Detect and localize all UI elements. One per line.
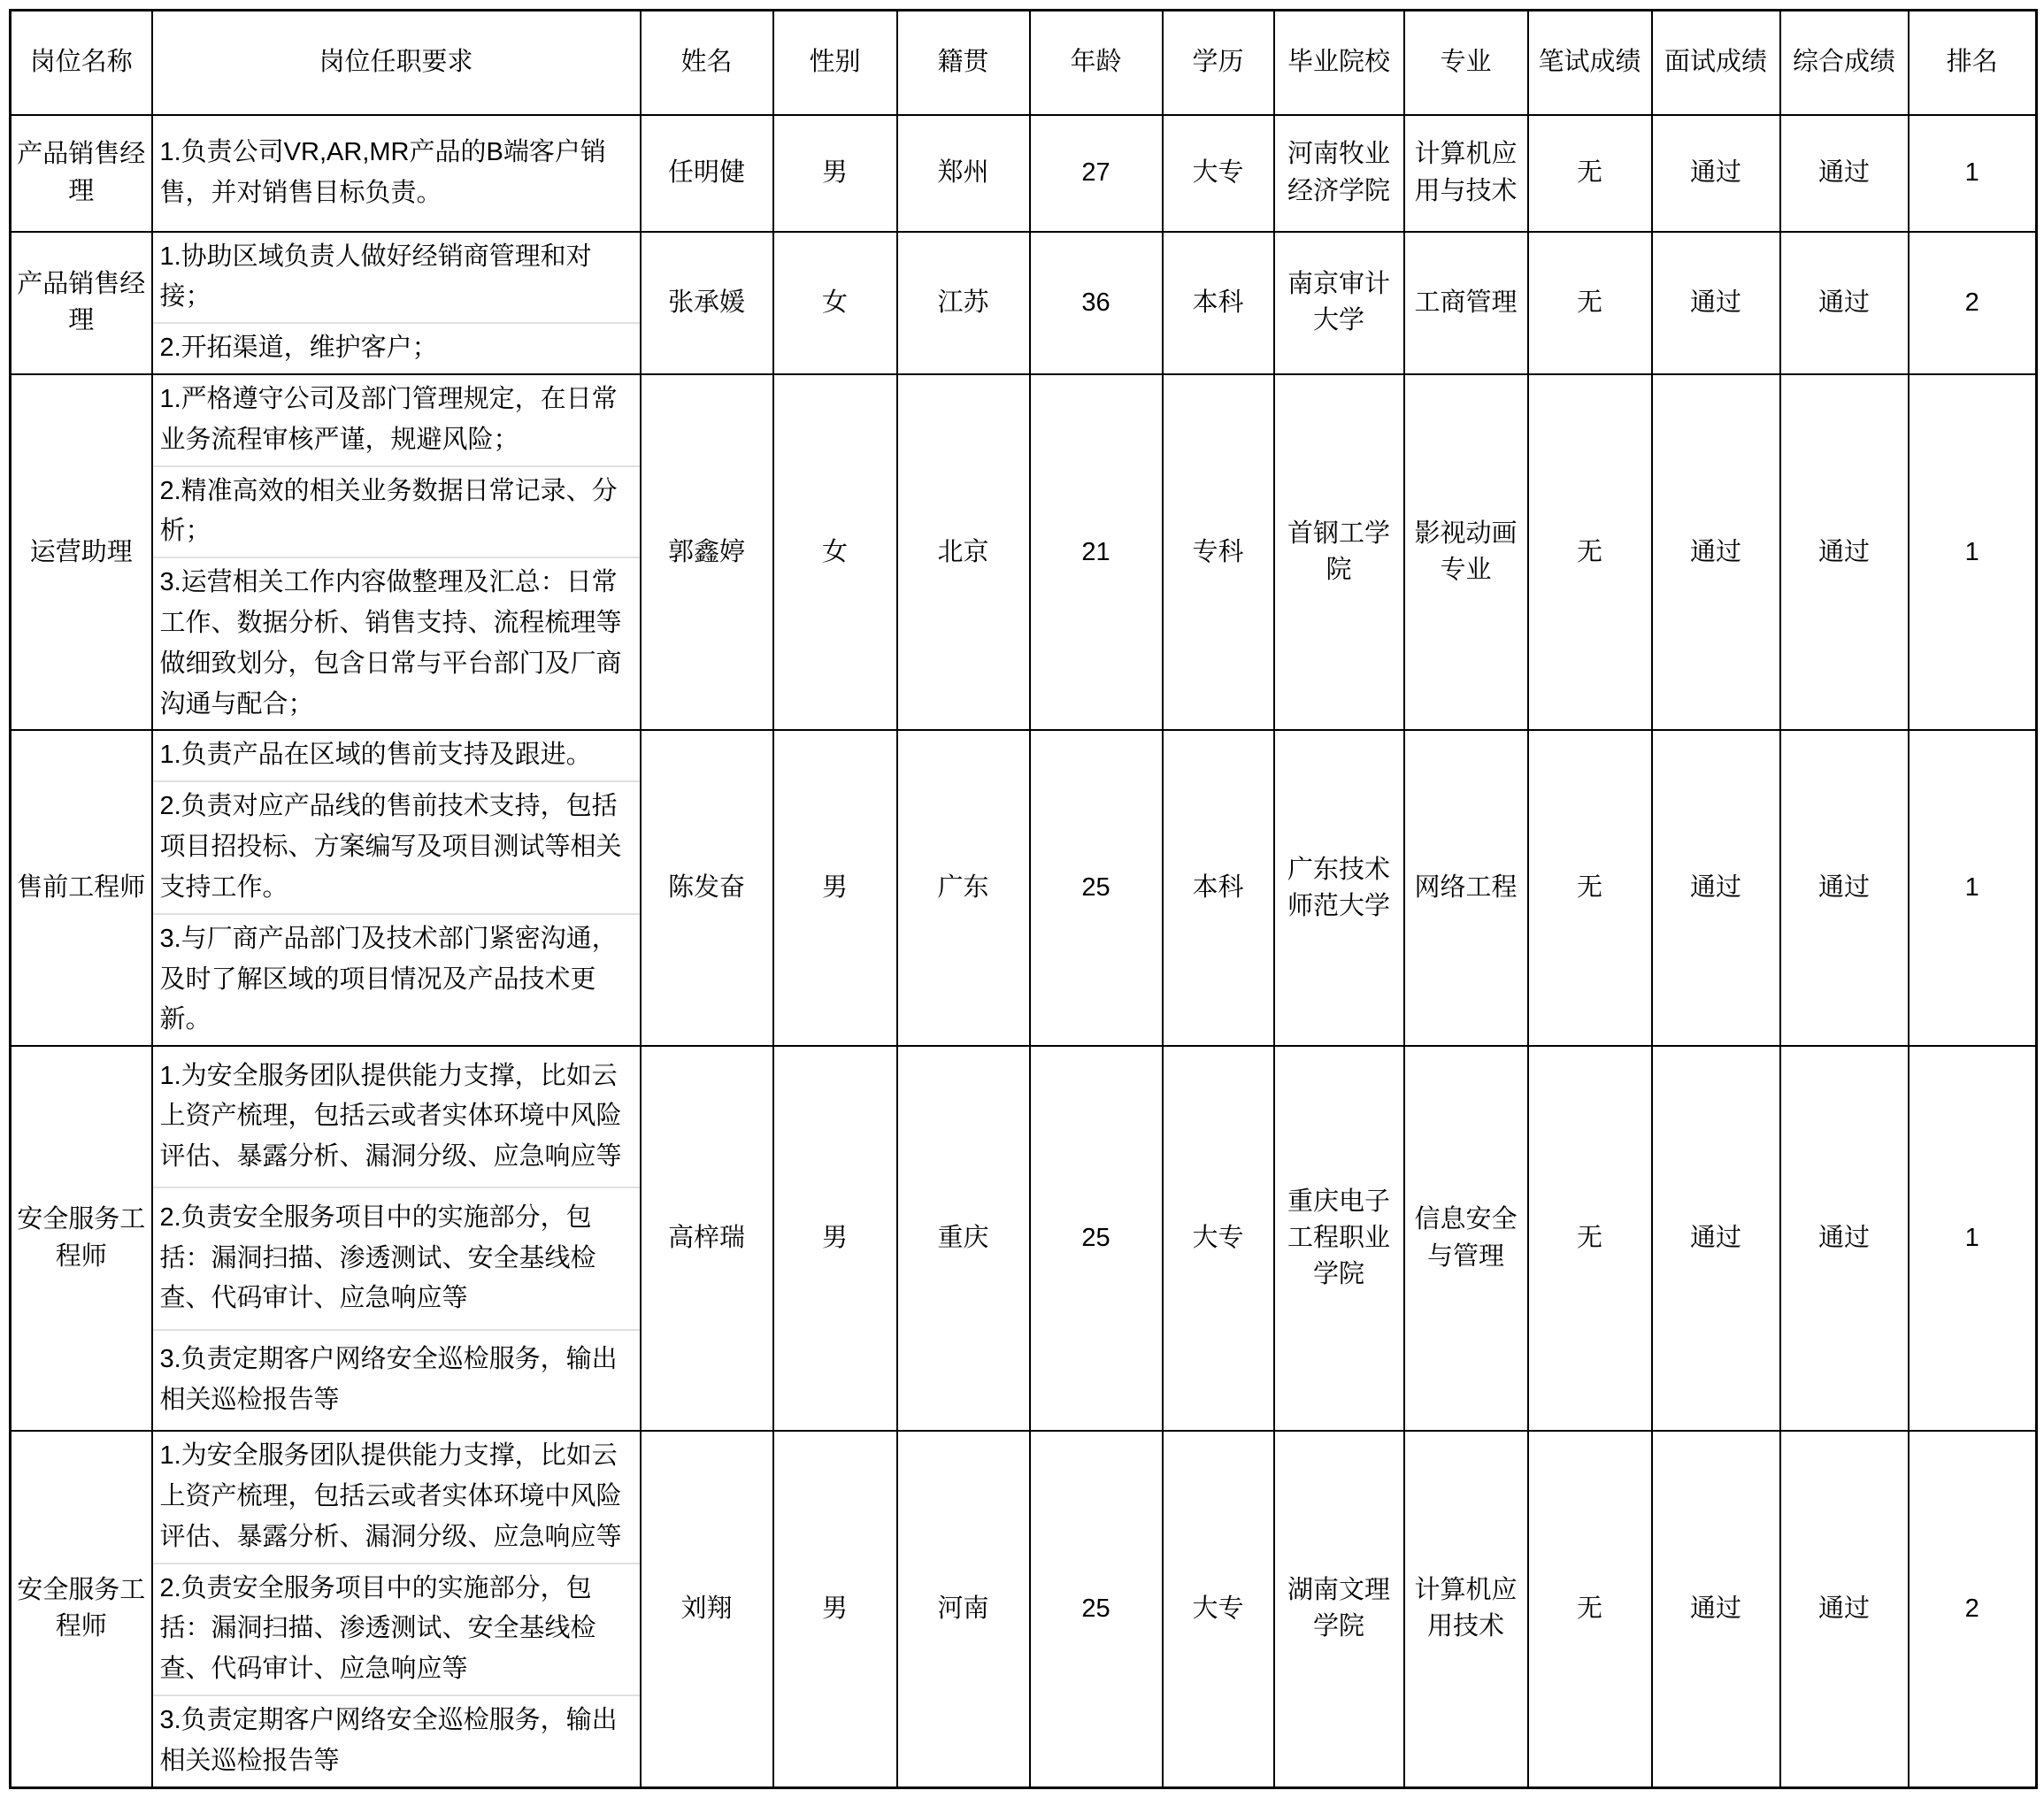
column-header: 综合成绩 — [1780, 11, 1909, 115]
requirement-text: 1.严格遵守公司及部门管理规定，在日常业务流程审核严谨，规避风险； — [159, 384, 618, 454]
cell-age: 25 — [1030, 1046, 1163, 1431]
table-row — [11, 232, 2037, 374]
cell-gender: 女 — [773, 374, 897, 731]
cell-education: 本科 — [1163, 232, 1274, 374]
cell-major: 信息安全与管理 — [1404, 1046, 1528, 1431]
cell-rank: 1 — [1909, 374, 2037, 731]
cell-requirements — [152, 374, 641, 731]
table-row — [11, 374, 2037, 731]
cell-rank: 2 — [1909, 1431, 2037, 1787]
cell-age: 25 — [1030, 1431, 1163, 1787]
cell-name: 郭鑫婷 — [641, 374, 773, 731]
cell-name: 高梓瑞 — [641, 1046, 773, 1431]
cell-position: 运营助理 — [11, 374, 152, 731]
cell-name: 陈发奋 — [641, 730, 773, 1046]
requirement-text: 1.协助区域负责人做好经销商管理和对接； — [159, 242, 592, 311]
cell-interview-score: 通过 — [1652, 232, 1780, 374]
table-row — [11, 1046, 2037, 1431]
cell-interview-score: 通过 — [1652, 1431, 1780, 1787]
column-header: 面试成绩 — [1652, 11, 1780, 115]
cell-written-score: 无 — [1528, 115, 1652, 232]
requirement-text: 2.精准高效的相关业务数据日常记录、分析； — [159, 476, 618, 546]
requirement-text: 3.负责定期客户网络安全巡检服务，输出相关巡检报告等 — [159, 1706, 618, 1775]
cell-requirements — [152, 1046, 641, 1431]
column-header: 笔试成绩 — [1528, 11, 1652, 115]
cell-interview-score: 通过 — [1652, 115, 1780, 232]
cell-written-score: 无 — [1528, 232, 1652, 374]
requirement-text: 2.负责安全服务项目中的实施部分，包括：漏洞扫描、渗透测试、安全基线检查、代码审计、应急响应等 — [159, 1203, 596, 1313]
cell-gender: 男 — [773, 1046, 897, 1431]
cell-gender: 女 — [773, 232, 897, 374]
requirement-text: 2.负责安全服务项目中的实施部分，包括：漏洞扫描、渗透测试、安全基线检查、代码审计、应急响应等 — [159, 1573, 596, 1684]
cell-rank: 1 — [1909, 115, 2037, 232]
requirement-item — [153, 731, 640, 780]
requirements-list — [153, 375, 640, 730]
column-header: 性别 — [773, 11, 897, 115]
cell-school: 湖南文理学院 — [1274, 1431, 1404, 1787]
cell-major: 影视动画专业 — [1404, 374, 1528, 731]
cell-position: 产品销售经理 — [11, 232, 152, 374]
requirement-text: 2.开拓渠道，维护客户； — [159, 334, 438, 363]
requirements-list — [153, 233, 640, 373]
column-header: 姓名 — [641, 11, 773, 115]
cell-origin: 重庆 — [897, 1046, 1030, 1431]
requirements-list — [153, 731, 640, 1045]
cell-name: 刘翔 — [641, 1431, 773, 1787]
cell-interview-score: 通过 — [1652, 374, 1780, 731]
cell-gender: 男 — [773, 1431, 897, 1787]
cell-written-score: 无 — [1528, 730, 1652, 1046]
cell-overall-score: 通过 — [1780, 730, 1909, 1046]
cell-major: 网络工程 — [1404, 730, 1528, 1046]
cell-school: 首钢工学院 — [1274, 374, 1404, 731]
cell-position: 安全服务工程师 — [11, 1431, 152, 1787]
column-header: 年龄 — [1030, 11, 1163, 115]
cell-school: 河南牧业经济学院 — [1274, 115, 1404, 232]
header-row — [11, 11, 2037, 115]
requirement-item — [153, 1329, 640, 1430]
table-row — [11, 730, 2037, 1046]
cell-education: 大专 — [1163, 115, 1274, 232]
requirement-text: 1.负责公司VR,AR,MR产品的B端客户销售，并对销售目标负责。 — [159, 137, 606, 207]
column-header: 岗位任职要求 — [152, 11, 641, 115]
table-body — [11, 115, 2037, 1788]
requirement-item — [153, 465, 640, 557]
requirement-text: 3.运营相关工作内容做整理及汇总：日常工作、数据分析、销售支持、流程梳理等做细致划分，包含日常与平台部门及厂商沟通与配合； — [159, 568, 622, 718]
column-header: 岗位名称 — [11, 11, 152, 115]
cell-rank: 1 — [1909, 1046, 2037, 1431]
requirement-text: 3.与厂商产品部门及技术部门紧密沟通，及时了解区域的项目情况及产品技术更新。 — [159, 924, 618, 1034]
cell-position: 售前工程师 — [11, 730, 152, 1046]
cell-major: 工商管理 — [1404, 232, 1528, 374]
requirement-item — [153, 1563, 640, 1694]
requirement-text: 2.负责对应产品线的售前技术支持，包括项目招投标、方案编写及项目测试等相关支持工作。 — [159, 792, 622, 902]
cell-gender: 男 — [773, 115, 897, 232]
cell-education: 专科 — [1163, 374, 1274, 731]
cell-age: 36 — [1030, 232, 1163, 374]
cell-major: 计算机应用技术 — [1404, 1431, 1528, 1787]
table-row — [11, 115, 2037, 232]
requirement-item — [153, 375, 640, 465]
cell-position: 安全服务工程师 — [11, 1046, 152, 1431]
cell-overall-score: 通过 — [1780, 1046, 1909, 1431]
cell-position: 产品销售经理 — [11, 115, 152, 232]
cell-written-score: 无 — [1528, 1431, 1652, 1787]
requirement-item — [153, 913, 640, 1045]
column-header: 专业 — [1404, 11, 1528, 115]
requirement-text: 1.为安全服务团队提供能力支撑，比如云上资产梳理，包括云或者实体环境中风险评估、暴露分析、漏洞分级、应急响应等 — [159, 1061, 622, 1172]
cell-written-score: 无 — [1528, 374, 1652, 731]
cell-requirements — [152, 1431, 641, 1787]
cell-education: 大专 — [1163, 1431, 1274, 1787]
requirements-list — [153, 1047, 640, 1430]
requirements-list — [153, 116, 640, 231]
cell-age: 21 — [1030, 374, 1163, 731]
cell-requirements — [152, 730, 641, 1046]
cell-major: 计算机应用与技术 — [1404, 115, 1528, 232]
requirement-item — [153, 116, 640, 231]
cell-overall-score: 通过 — [1780, 232, 1909, 374]
cell-education: 大专 — [1163, 1046, 1274, 1431]
cell-age: 27 — [1030, 115, 1163, 232]
requirement-item — [153, 1187, 640, 1328]
requirement-item — [153, 322, 640, 373]
cell-requirements — [152, 232, 641, 374]
cell-school: 南京审计大学 — [1274, 232, 1404, 374]
recruitment-results-table — [9, 9, 2038, 1789]
cell-overall-score: 通过 — [1780, 115, 1909, 232]
requirement-text: 1.负责产品在区域的售前支持及跟进。 — [159, 741, 592, 770]
cell-interview-score: 通过 — [1652, 1046, 1780, 1431]
requirement-item — [153, 780, 640, 912]
column-header: 学历 — [1163, 11, 1274, 115]
cell-name: 张承媛 — [641, 232, 773, 374]
requirement-item — [153, 1432, 640, 1562]
cell-written-score: 无 — [1528, 1046, 1652, 1431]
cell-overall-score: 通过 — [1780, 1431, 1909, 1787]
table-row — [11, 1431, 2037, 1787]
cell-age: 25 — [1030, 730, 1163, 1046]
cell-requirements — [152, 115, 641, 232]
requirement-item — [153, 1694, 640, 1786]
requirement-item — [153, 233, 640, 323]
requirement-item — [153, 557, 640, 729]
cell-origin: 北京 — [897, 374, 1030, 731]
cell-overall-score: 通过 — [1780, 374, 1909, 731]
cell-origin: 江苏 — [897, 232, 1030, 374]
cell-origin: 河南 — [897, 1431, 1030, 1787]
requirement-text: 1.为安全服务团队提供能力支撑，比如云上资产梳理，包括云或者实体环境中风险评估、暴露分析、漏洞分级、应急响应等 — [159, 1441, 622, 1551]
cell-origin: 郑州 — [897, 115, 1030, 232]
cell-interview-score: 通过 — [1652, 730, 1780, 1046]
cell-gender: 男 — [773, 730, 897, 1046]
requirement-text: 3.负责定期客户网络安全巡检服务，输出相关巡检报告等 — [159, 1345, 618, 1414]
cell-rank: 2 — [1909, 232, 2037, 374]
cell-education: 本科 — [1163, 730, 1274, 1046]
cell-rank: 1 — [1909, 730, 2037, 1046]
column-header: 籍贯 — [897, 11, 1030, 115]
column-header: 排名 — [1909, 11, 2037, 115]
cell-school: 重庆电子工程职业学院 — [1274, 1046, 1404, 1431]
cell-school: 广东技术师范大学 — [1274, 730, 1404, 1046]
cell-origin: 广东 — [897, 730, 1030, 1046]
cell-name: 任明健 — [641, 115, 773, 232]
requirement-item — [153, 1047, 640, 1187]
column-header: 毕业院校 — [1274, 11, 1404, 115]
requirements-list — [153, 1432, 640, 1786]
